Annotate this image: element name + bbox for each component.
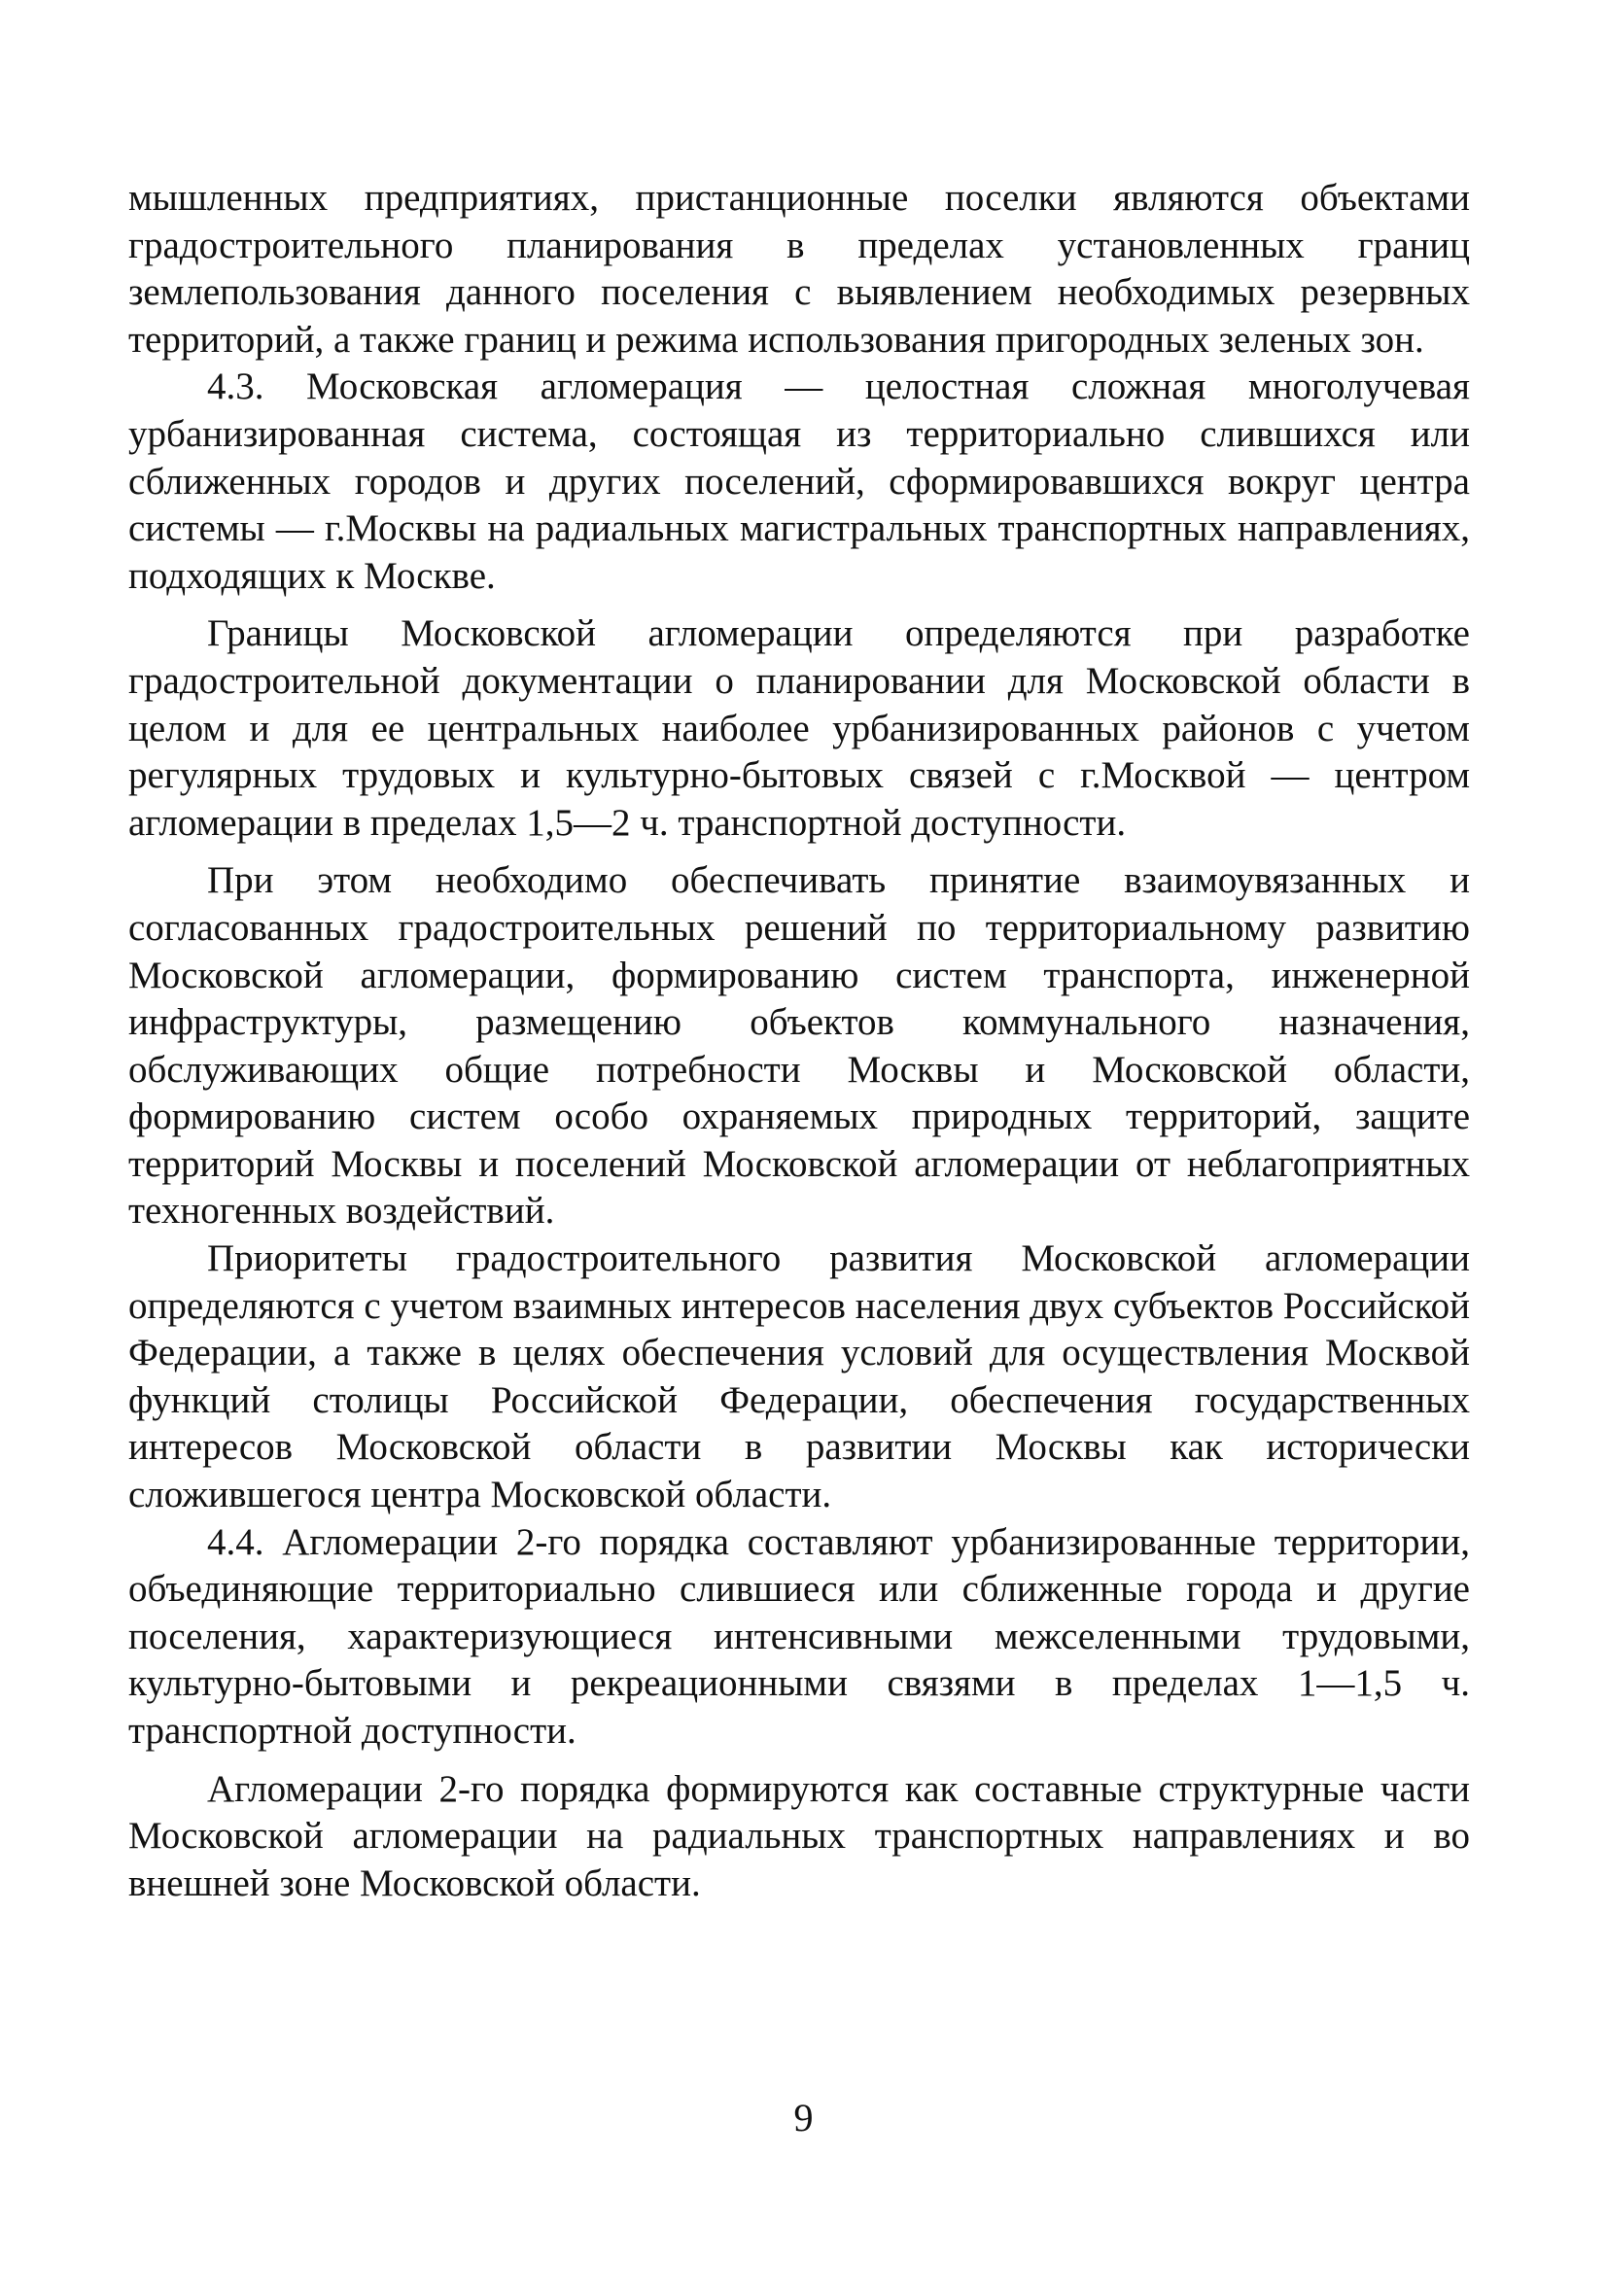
page-number: 9 (793, 2096, 814, 2139)
paragraph-section-4-4: 4.4. Агломерации 2-го порядка составляют урбанизированные территории, объединяющие территориально слившиеся или сближенные города и другие поселения, характеризующиеся интенсивными межселенными трудовыми, культурно-бытовыми и рекреационными связями в пределах 1—1,5 ч. транспортной доступности. (128, 1520, 1470, 1752)
paragraph-agglomeration-borders: Границы Московской агломерации определяются при разработке градостроительной документации о планировании для Московской области в целом и для ее центральных наиболее урбанизированных районов с учетом регулярных трудовых и культурно-бытовых связей с г.Москвой — центром агломерации в пределах 1,5—2 ч. транспортной доступности. (128, 612, 1470, 844)
paragraph-coordinated-decisions: При этом необходимо обеспечивать принятие взаимоувязанных и согласованных градостроительных решений по территориальному развитию Московской агломерации, формированию систем транспорта, инженерной инфраструктуры, размещению объектов коммунального назначения, обслуживающих общие потребности Москвы и Московской области, формированию систем особо охраняемых природных территорий, защите территорий Москвы и поселений Московской агломерации от неблагоприятных техногенных воздействий. (128, 859, 1470, 1233)
paragraph-second-order-agglomerations: Агломерации 2-го порядка формируются как составные структурные части Московской агломерации на радиальных транспортных направлениях и во внешней зоне Московской области. (128, 1767, 1470, 1904)
paragraph-continuation: мышленных предприятиях, пристанционные поселки являются объектами градостроительного планирования в пределах установленных границ землепользования данного поселения с выявлением необходимых резервных территорий, а также границ и режима использования пригородных зеленых зон. (128, 177, 1470, 361)
paragraph-development-priorities: Приоритеты градостроительного развития Московской агломерации определяются с учетом взаимных интересов населения двух субъектов Российской Федерации, а также в целях обеспечения условий для осуществления Москвой функций столицы Российской Федерации, обеспечения государственных интересов Московской области в развитии Москвы как исторически сложившегося центра Московской области. (128, 1237, 1470, 1516)
paragraph-section-4-3: 4.3. Московская агломерация — целостная сложная многолучевая урбанизированная система, состоящая из территориально слившихся или сближенных городов и других поселений, сформировавшихся вокруг центра системы — г.Москвы на радиальных магистральных транспортных направлениях, подходящих к Москве. (128, 365, 1470, 597)
document-body (128, 175, 1470, 1907)
